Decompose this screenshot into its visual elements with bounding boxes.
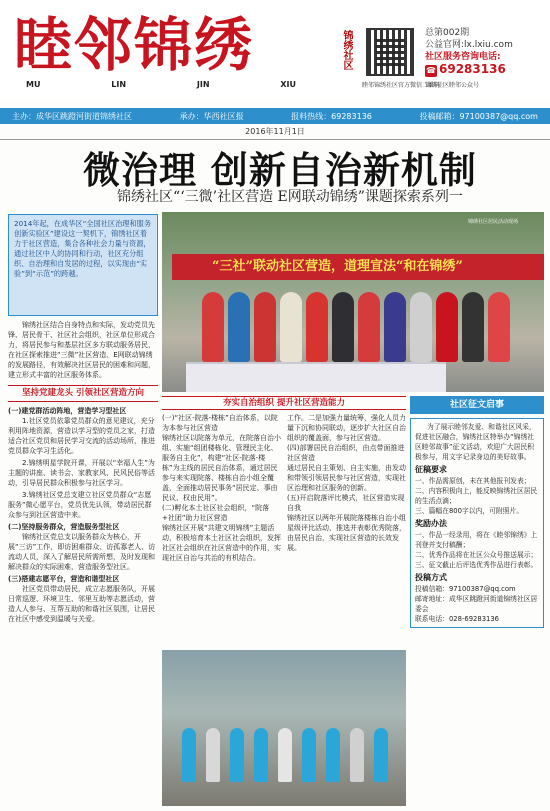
mail-info[interactable]: 投稿邮箱：97100387@qq.com [419,111,538,121]
left-para: 3.锦绣社区党总支建立社区党员群众“志愿服务”微心愿平台，党员优先认领，带动居民群众参与到社区营造中来。 [8,491,152,519]
person-figure [488,292,510,362]
sub-heading: (三)搭建志愿平台，营造和谐型社区 [8,575,120,583]
person-figure [332,292,354,362]
notice-intro: 为了展示睦邻友爱、和谐社区风采，促进社区融合，锦绣社区特举办“锦绣社区睦邻故事”征文活动，欢迎广大居民积极参与，用文字记录身边的美好故事。 [415,423,536,461]
person-figure [306,292,328,362]
person-figure [384,292,406,362]
award-item: 二、优秀作品将在社区公众号推送展示； [415,551,538,559]
photo-banner: “三社”联动社区营造，道理宣法“和在锦绣” [172,254,544,280]
section-heading: 夯实自治组织 提升社区营造能力 [162,396,406,410]
submission-heading: 投稿方式 [415,573,447,582]
essay-notice-title: 社区征文启事 [410,396,544,414]
issue-date: 2016年11月1日 [0,126,550,140]
organizer-info: 承办：华西社区报 [179,111,244,121]
left-para: 2.锦绣明星学院开课，开展以“幸福人生”为主题的讲座、读书会、家教家风、民风民俗等活动，引导居民群众积极参与社区学习。 [8,459,155,487]
left-para: 社区党员带动居民，成立志愿服务队，开展日常巡逻、环境卫生、邻里互助等志愿活动，营造人人参与、互帮互助的和谐社区氛围，让居民在社区中感受到温暖与关爱。 [8,585,155,623]
hotline-info: 报料热线：69283136 [291,111,372,121]
website[interactable]: 公益官网:lx.lxiu.com [425,40,513,50]
requirement-item: 一、作品需原创，未在其他报刊发表； [415,477,531,485]
left-para: 锦绣社区党总支以服务群众为核心，开展“三访”工作，即访困难群众、访孤寡老人、访流动人员，深入了解居民所需所想，及时发现和解决群众的实际困难，营造服务型社区。 [8,533,156,571]
award-item: 一、作品一经录用，将在《睦邻锦绣》上刊登并支付稿酬； [415,531,538,549]
pinyin-3: JIN [196,80,210,89]
intro-box: 2014年起，在成华区“全国社区治理和服务创新实验区”建设这一契机下，锦绣社区着力于社区营造，集合各种社会力量与资源，通过社区中人的协同和行动，社区充分组织、自治理和自发居的过程，以实现由“实验”到“示范”的跨越。 [8,214,158,316]
left-column [8,320,158,806]
account-caption: 锦绣社区睦邻公众号 [425,82,480,89]
info-bar [0,108,550,124]
qr-caption: 睦邻锦绣社区官方微信二维码 [362,82,441,89]
group-photo [162,212,544,392]
issue-number: 总第002期 [425,28,470,38]
requirements-heading: 征稿要求 [415,465,447,474]
middle-col-2: 工作。二是加强力量统筹，强化人员力量下沉和协同联动，逐步扩大社区自治组织的覆盖面，参与社区营造。 (四)部署居民自治组织，由点带面推进社区营造 通过居民自主策划、自主实施，由发动和带领引领居民参与社区营造，实现社区治理和社区服务的创新。 (五)开启院落评比模式，社区营造实现自我 锦绣社区以两年开展院落楼栋自治小组星级评比活动，推选并表彰优秀院落，由居民自治，实现社区营造的长效发展。 [287,414,406,552]
person-figure [462,292,484,362]
hotline-number: 69283136 [439,62,506,76]
qr-code-icon [366,28,414,76]
issue-info [425,27,545,77]
person-figure [206,728,220,782]
award-item: 三、征文截止后评选优秀作品进行表彰。 [415,561,538,569]
person-figure [280,292,302,362]
photo-caption: 锦绣社区居民活动现场 [468,219,519,225]
person-figure [228,292,250,362]
display-table [186,362,446,392]
person-figure [254,728,268,782]
person-figure [230,728,244,782]
right-column [410,396,544,806]
left-para: 锦绣社区结合自身特点和实际，发动党员先锋、居民骨干、社区社会组织，社区单位形成合力，将居民参与和基层社区多方联动服务居民，在社区探索推进“三微”社区营造、E网联动锦绣的发展路径，有效解决社区居民的困难和问题，建立形式丰富的社区服务体系。 [8,321,155,379]
person-figure [254,292,276,362]
left-para: 1.社区党员依靠党员群众的意见建议，充分利用阵地资源，营造以学习型的党员之家，打造适合社区党员和居民学习交流的活动场所，推进党员群众学习生活化。 [8,417,155,455]
person-figure [358,292,380,362]
activity-photo [162,650,406,806]
person-figure [350,728,364,782]
phone-icon: ☎ [426,66,436,75]
person-figure [182,728,196,782]
sub-heading: (二)坚持服务群众，营造服务型社区 [8,523,120,531]
requirement-item: 二、内容积极向上，能反映锦绣社区居民的生活点滴； [415,487,538,505]
middle-subcolumns [162,413,406,563]
newspaper-title: 睦邻锦绣 [14,11,255,79]
seal-stamp: 锦绣社区 [341,30,352,70]
person-figure [374,728,388,782]
submission-address: 邮寄地址：成华区跳蹬河街道锦绣社区居委会 [415,595,538,613]
person-figure [410,292,432,362]
awards-heading: 奖励办法 [415,519,447,528]
headline: 微治理 创新自治新机制 [83,148,477,192]
host-info: 主办：成华区跳蹬河街道锦绣社区 [12,111,132,121]
person-figure [436,292,458,362]
pinyin-4: XIU [280,80,296,89]
submission-phone: 联系电话：028-69283136 [415,615,500,623]
hotline-label: 社区服务咨询电话: [425,52,501,62]
middle-col-1: (一)“社区-院落-楼栋”自治体系，以院为本参与社区营造 锦绣社区以院落为单元，在院落自治小组、实施“组团楼栋化、管理民主化、服务自主化”，构建“社区-院落-楼栋”为主线的居民自治体系，通过居民参与来实现院落、楼栋自治小组全覆盖，全面推动居民事务“居民定、事由民议、权由民用”。 (二)孵化本土社区社会组织，“院落+社团”助力社区营造 锦绣社区开展“共建文明锦绣”主题活动，积极培育本土社区社会组织，发挥社区社会组织在社区营造中的作用，实现社区自治与共治的有机结合。 [162,414,281,562]
person-figure [278,728,292,782]
essay-notice-box [410,418,544,628]
pinyin-1: MU [26,80,41,89]
person-figure [202,292,224,362]
pinyin-2: LIN [111,80,127,89]
submission-email[interactable]: 投稿信箱：97100387@qq.com [415,585,516,593]
title-pinyin [26,80,356,94]
person-figure [302,728,316,782]
person-figure [326,728,340,782]
masthead [0,0,550,100]
requirement-item: 三、篇幅在800字以内，可附照片。 [415,507,524,515]
sub-heading: (一)建党群活动阵地，营造学习型社区 [8,407,127,415]
subheadline: 锦绣社区“‘三微’社区营造 E网联动锦绣”课题探索系列一 [117,189,463,205]
section-heading: 坚持党建龙头 引领社区营造方向 [8,385,158,402]
